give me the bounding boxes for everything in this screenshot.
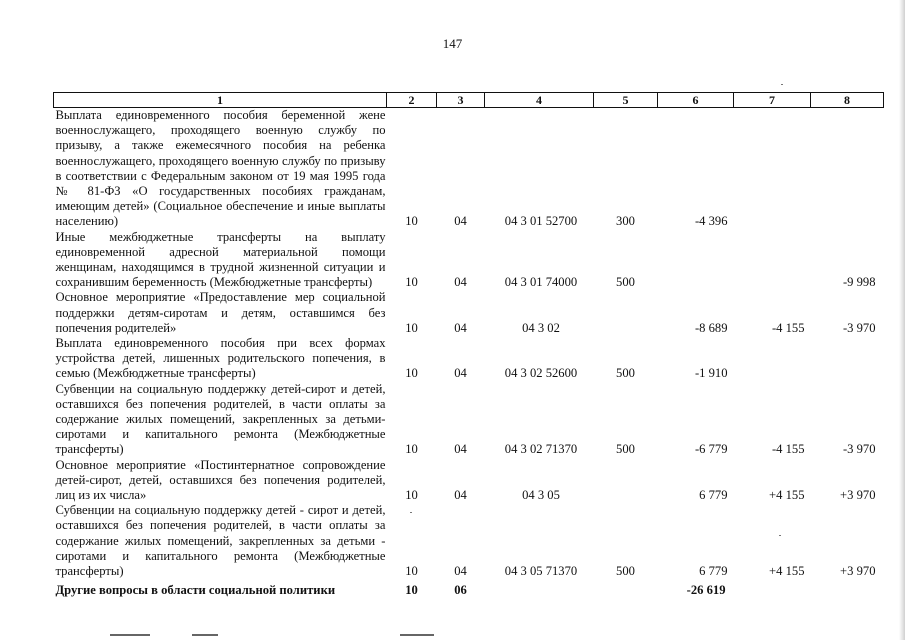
row-amount-7 xyxy=(734,579,811,598)
row-description: Субвенции на социальную поддержку детей-сирот и детей, оставшихся без попечения родителей, в части оплаты за содержание жилых помещений, закрепленных за детьми-сиротами и капитального ремонта (Межбюджетные трансферты) xyxy=(55,381,386,457)
row-amount-6: -4 396 xyxy=(694,214,728,229)
row-section: 10 xyxy=(405,583,418,598)
row-expense-type: 500 xyxy=(616,442,635,457)
row-amount-8: -9 998 xyxy=(842,275,876,290)
row-expense-type: 500 xyxy=(616,275,635,290)
row-section: 10 xyxy=(405,320,418,335)
row-description: Выплата единовременного пособия при всех формах устройства детей, лишенных родительского попечения, в семью (Межбюджетные трансферты) xyxy=(55,336,386,381)
row-target-article: 04 3 05 xyxy=(522,488,560,503)
scan-line xyxy=(192,634,218,636)
row-section: 10 xyxy=(405,275,418,290)
row-description: Другие вопросы в области социальной политики xyxy=(55,583,336,598)
row-amount-7: +4 155 xyxy=(769,564,805,579)
table-row xyxy=(54,382,884,458)
row-amount-8: +3 970 xyxy=(840,564,876,579)
header-col-6: 6 xyxy=(658,93,734,108)
header-col-3: 3 xyxy=(437,93,485,108)
row-target-article: 04 3 02 xyxy=(522,320,560,335)
row-amount-8 xyxy=(811,579,884,598)
row-target-article: 04 3 05 71370 xyxy=(504,564,578,579)
row-amount-7: +4 155 xyxy=(769,488,805,503)
row-section: 10 xyxy=(405,366,418,381)
row-amount-6 xyxy=(658,230,734,291)
table-row xyxy=(54,579,884,598)
row-expense-type xyxy=(594,579,658,598)
row-subsection: 04 xyxy=(454,488,467,503)
page-edge-shadow xyxy=(899,0,905,640)
row-amount-7 xyxy=(734,230,811,291)
row-subsection: 04 xyxy=(454,320,467,335)
row-amount-7: -4 155 xyxy=(771,442,805,457)
scan-speck xyxy=(410,512,412,513)
table-row xyxy=(54,108,884,230)
row-expense-type: 500 xyxy=(616,366,635,381)
row-description: Основное мероприятие «Предоставление мер социальной поддержки детям-сиротам и детям, оставшимся без попечения родителей» xyxy=(55,290,386,335)
scan-line xyxy=(110,634,150,636)
row-amount-8: -3 970 xyxy=(842,442,876,457)
row-target-article: 04 3 01 52700 xyxy=(504,214,578,229)
row-subsection: 04 xyxy=(454,214,467,229)
row-target-article: 04 3 02 71370 xyxy=(504,442,578,457)
row-expense-type xyxy=(594,290,658,336)
row-subsection: 04 xyxy=(454,442,467,457)
row-description: Основное мероприятие «Постинтернатное сопровождение детей-сирот, детей, оставшихся без попечения родителей, лиц из их числа» xyxy=(55,457,386,503)
table-row xyxy=(54,290,884,336)
row-amount-6: -8 689 xyxy=(694,320,728,335)
row-section: 10 xyxy=(405,488,418,503)
row-subsection: 04 xyxy=(454,366,467,381)
row-amount-8 xyxy=(811,336,884,382)
row-expense-type xyxy=(594,458,658,504)
header-col-1: 1 xyxy=(54,93,387,108)
row-target-article: 04 3 01 74000 xyxy=(504,275,578,290)
header-col-2: 2 xyxy=(387,93,437,108)
row-section: 10 xyxy=(405,214,418,229)
row-amount-8 xyxy=(811,108,884,230)
scan-speck xyxy=(779,535,781,536)
row-description: Выплата единовременного пособия беременной жене военнослужащего, проходящего военную службу по призыву, а также ежемесячного пособия на ребенка военнослужащего, проходящего военную службу по призыву в соответствии с Федеральным законом от 19 мая 1995 года № 81-ФЗ «О государственных пособиях гражданам, имеющим детей» (Социальное обеспечение и иные выплаты населению) xyxy=(55,108,386,229)
table-row xyxy=(54,336,884,382)
row-amount-8: -3 970 xyxy=(842,320,876,335)
row-amount-6: 6 779 xyxy=(699,488,728,503)
row-amount-7 xyxy=(734,336,811,382)
row-description: Субвенции на социальную поддержку детей - сирот и детей, оставшихся без попечения родителей, в части оплаты за содержание жилых помещений, закрепленных за детьми - сиротами и капитального ремонта (Межбюджетные трансферты) xyxy=(55,503,386,579)
header-col-5: 5 xyxy=(594,93,658,108)
header-col-7: 7 xyxy=(734,93,811,108)
row-description: Иные межбюджетные трансферты на выплату единовременной адресной материальной помощи женщинам, находящимся в трудной жизненной ситуации и сохранившим беременность (Межбюджетные трансферты) xyxy=(55,229,386,290)
table-row xyxy=(54,230,884,291)
row-subsection: 04 xyxy=(454,564,467,579)
header-col-4: 4 xyxy=(485,93,594,108)
row-target-article: 04 3 02 52600 xyxy=(504,366,578,381)
scan-speck xyxy=(781,84,783,85)
row-amount-6: 6 779 xyxy=(699,564,728,579)
page-number: 147 xyxy=(442,36,463,51)
budget-table xyxy=(53,92,884,599)
row-subsection: 06 xyxy=(454,583,467,598)
row-expense-type: 300 xyxy=(616,214,635,229)
row-amount-6: -1 910 xyxy=(694,366,728,381)
table-row xyxy=(54,503,884,579)
table-row xyxy=(54,458,884,504)
row-target-article xyxy=(485,579,594,598)
row-amount-6: -6 779 xyxy=(694,442,728,457)
row-section: 10 xyxy=(405,564,418,579)
row-amount-6: -26 619 xyxy=(686,583,726,598)
row-amount-8: +3 970 xyxy=(840,488,876,503)
row-subsection: 04 xyxy=(454,275,467,290)
scan-line xyxy=(400,634,434,636)
header-col-8: 8 xyxy=(811,93,884,108)
table-header-row xyxy=(54,93,884,108)
row-section: 10 xyxy=(405,442,418,457)
row-amount-7 xyxy=(734,108,811,230)
row-expense-type: 500 xyxy=(616,564,635,579)
row-amount-7: -4 155 xyxy=(771,320,805,335)
